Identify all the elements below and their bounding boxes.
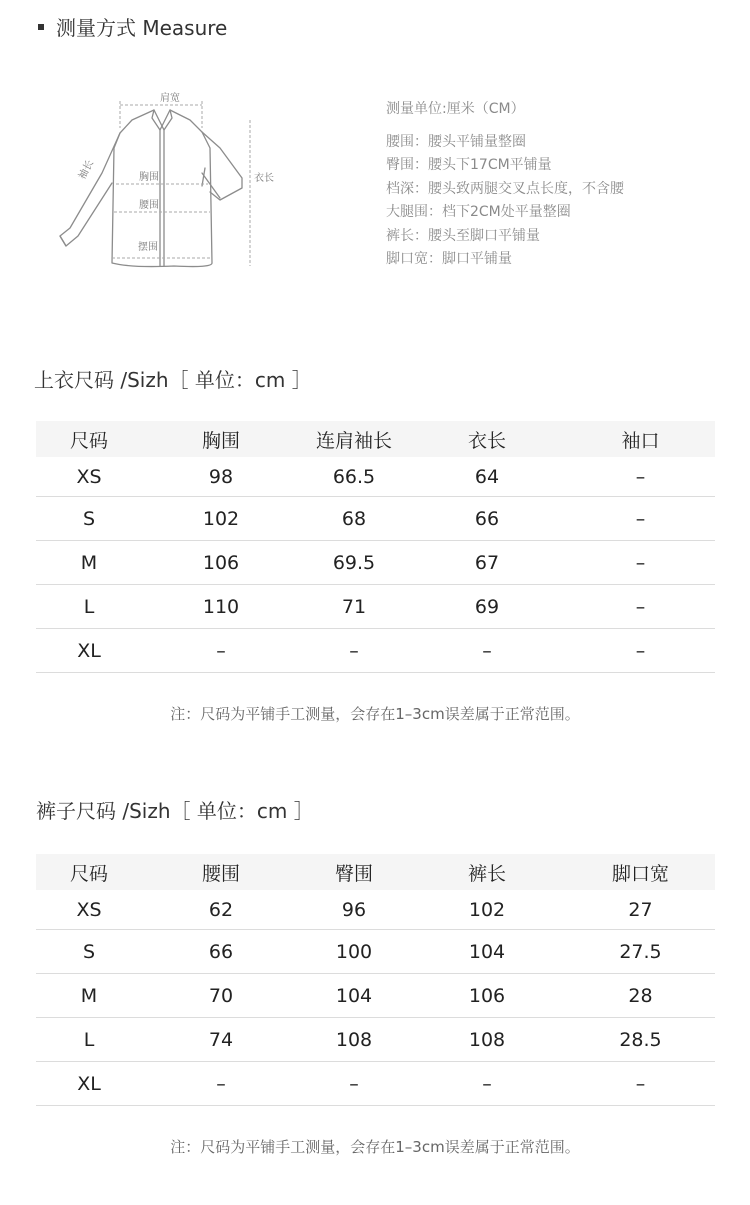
table-cell: 108	[408, 1018, 566, 1062]
table-cell: 27.5	[566, 930, 715, 974]
shirt-outline-icon	[52, 88, 292, 278]
legend-item: 档深：腰头致两腿交叉点长度，不含腰	[386, 180, 624, 197]
table-cell: –	[566, 541, 715, 585]
table-cell: XL	[36, 629, 142, 673]
table-row	[36, 585, 715, 629]
table-cell: 71	[300, 585, 408, 629]
table-header-row	[36, 854, 715, 890]
table-row	[36, 1018, 715, 1062]
table-cell: 108	[300, 1018, 408, 1062]
legend-item: 裤长：腰头至脚口平铺量	[386, 227, 540, 244]
pants-size-title: 裤子尺码 /Sizh［ 单位：cm ］	[36, 799, 314, 823]
table-cell: –	[408, 629, 566, 673]
table-cell: –	[566, 457, 715, 497]
top-size-table	[36, 421, 715, 673]
table-cell: XS	[36, 457, 142, 497]
table-row	[36, 497, 715, 541]
table-cell: 28	[566, 974, 715, 1018]
column-header: 臀围	[300, 854, 408, 890]
table-cell: 64	[408, 457, 566, 497]
table-cell: S	[36, 930, 142, 974]
table-cell: 100	[300, 930, 408, 974]
length-label: 衣长	[254, 173, 274, 184]
table-row	[36, 890, 715, 930]
table-cell: –	[300, 629, 408, 673]
column-header: 连肩袖长	[300, 421, 408, 457]
table-cell: –	[408, 1062, 566, 1106]
column-header: 尺码	[36, 854, 142, 890]
table-cell: –	[300, 1062, 408, 1106]
table-cell: 28.5	[566, 1018, 715, 1062]
table-row	[36, 541, 715, 585]
measurement-legend	[386, 98, 624, 272]
column-header: 袖口	[566, 421, 715, 457]
page-title: 测量方式 Measure	[56, 16, 228, 40]
table-cell: 66	[408, 497, 566, 541]
table-header-row	[36, 421, 715, 457]
table-cell: 62	[142, 890, 300, 930]
table-cell: 27	[566, 890, 715, 930]
table-cell: M	[36, 974, 142, 1018]
hem-label: 摆围	[138, 242, 158, 253]
table-cell: 102	[408, 890, 566, 930]
table-cell: 70	[142, 974, 300, 1018]
table-cell: 104	[408, 930, 566, 974]
table-row	[36, 974, 715, 1018]
table-cell: XL	[36, 1062, 142, 1106]
table-cell: 98	[142, 457, 300, 497]
table-row	[36, 457, 715, 497]
table-cell: XS	[36, 890, 142, 930]
table-cell: 96	[300, 890, 408, 930]
table-cell: M	[36, 541, 142, 585]
top-size-note: 注：尺码为平铺手工测量，会存在1–3cm误差属于正常范围。	[170, 705, 580, 723]
table-cell: –	[566, 1062, 715, 1106]
unit-text: 测量单位:厘米（CM）	[386, 101, 525, 117]
table-cell: –	[566, 585, 715, 629]
table-cell: –	[566, 497, 715, 541]
table-cell: –	[142, 629, 300, 673]
column-header: 脚口宽	[566, 854, 715, 890]
table-cell: 67	[408, 541, 566, 585]
table-cell: 102	[142, 497, 300, 541]
pants-size-table	[36, 854, 715, 1106]
table-cell: 69	[408, 585, 566, 629]
table-cell: L	[36, 1018, 142, 1062]
table-cell: –	[566, 629, 715, 673]
column-header: 衣长	[408, 421, 566, 457]
table-cell: 66	[142, 930, 300, 974]
table-cell: 104	[300, 974, 408, 1018]
shirt-measure-diagram	[52, 88, 292, 278]
table-cell: 68	[300, 497, 408, 541]
section-header	[38, 12, 227, 41]
column-header: 尺码	[36, 421, 142, 457]
shoulder-label: 肩宽	[160, 93, 180, 104]
chest-label: 胸围	[139, 172, 159, 183]
square-bullet-icon	[38, 24, 44, 30]
column-header: 腰围	[142, 854, 300, 890]
table-row	[36, 1062, 715, 1106]
legend-item: 大腿围：档下2CM处平量整圈	[386, 204, 571, 220]
table-row	[36, 629, 715, 673]
table-cell: 106	[142, 541, 300, 585]
legend-item: 臀围：腰头下17CM平铺量	[386, 157, 552, 173]
table-cell: 74	[142, 1018, 300, 1062]
waist-label: 腰围	[139, 200, 159, 211]
top-size-title: 上衣尺码 /Sizh［ 单位：cm ］	[34, 368, 312, 392]
pants-size-note: 注：尺码为平铺手工测量，会存在1–3cm误差属于正常范围。	[170, 1138, 580, 1156]
table-cell: 110	[142, 585, 300, 629]
legend-item: 脚口宽：脚口平铺量	[386, 251, 512, 267]
table-cell: 66.5	[300, 457, 408, 497]
table-row	[36, 930, 715, 974]
legend-item: 腰围：腰头平铺量整圈	[386, 133, 526, 150]
sleeve-label: 袖长	[76, 158, 97, 182]
table-cell: –	[142, 1062, 300, 1106]
table-cell: S	[36, 497, 142, 541]
column-header: 裤长	[408, 854, 566, 890]
column-header: 胸围	[142, 421, 300, 457]
table-cell: 69.5	[300, 541, 408, 585]
table-cell: L	[36, 585, 142, 629]
table-cell: 106	[408, 974, 566, 1018]
